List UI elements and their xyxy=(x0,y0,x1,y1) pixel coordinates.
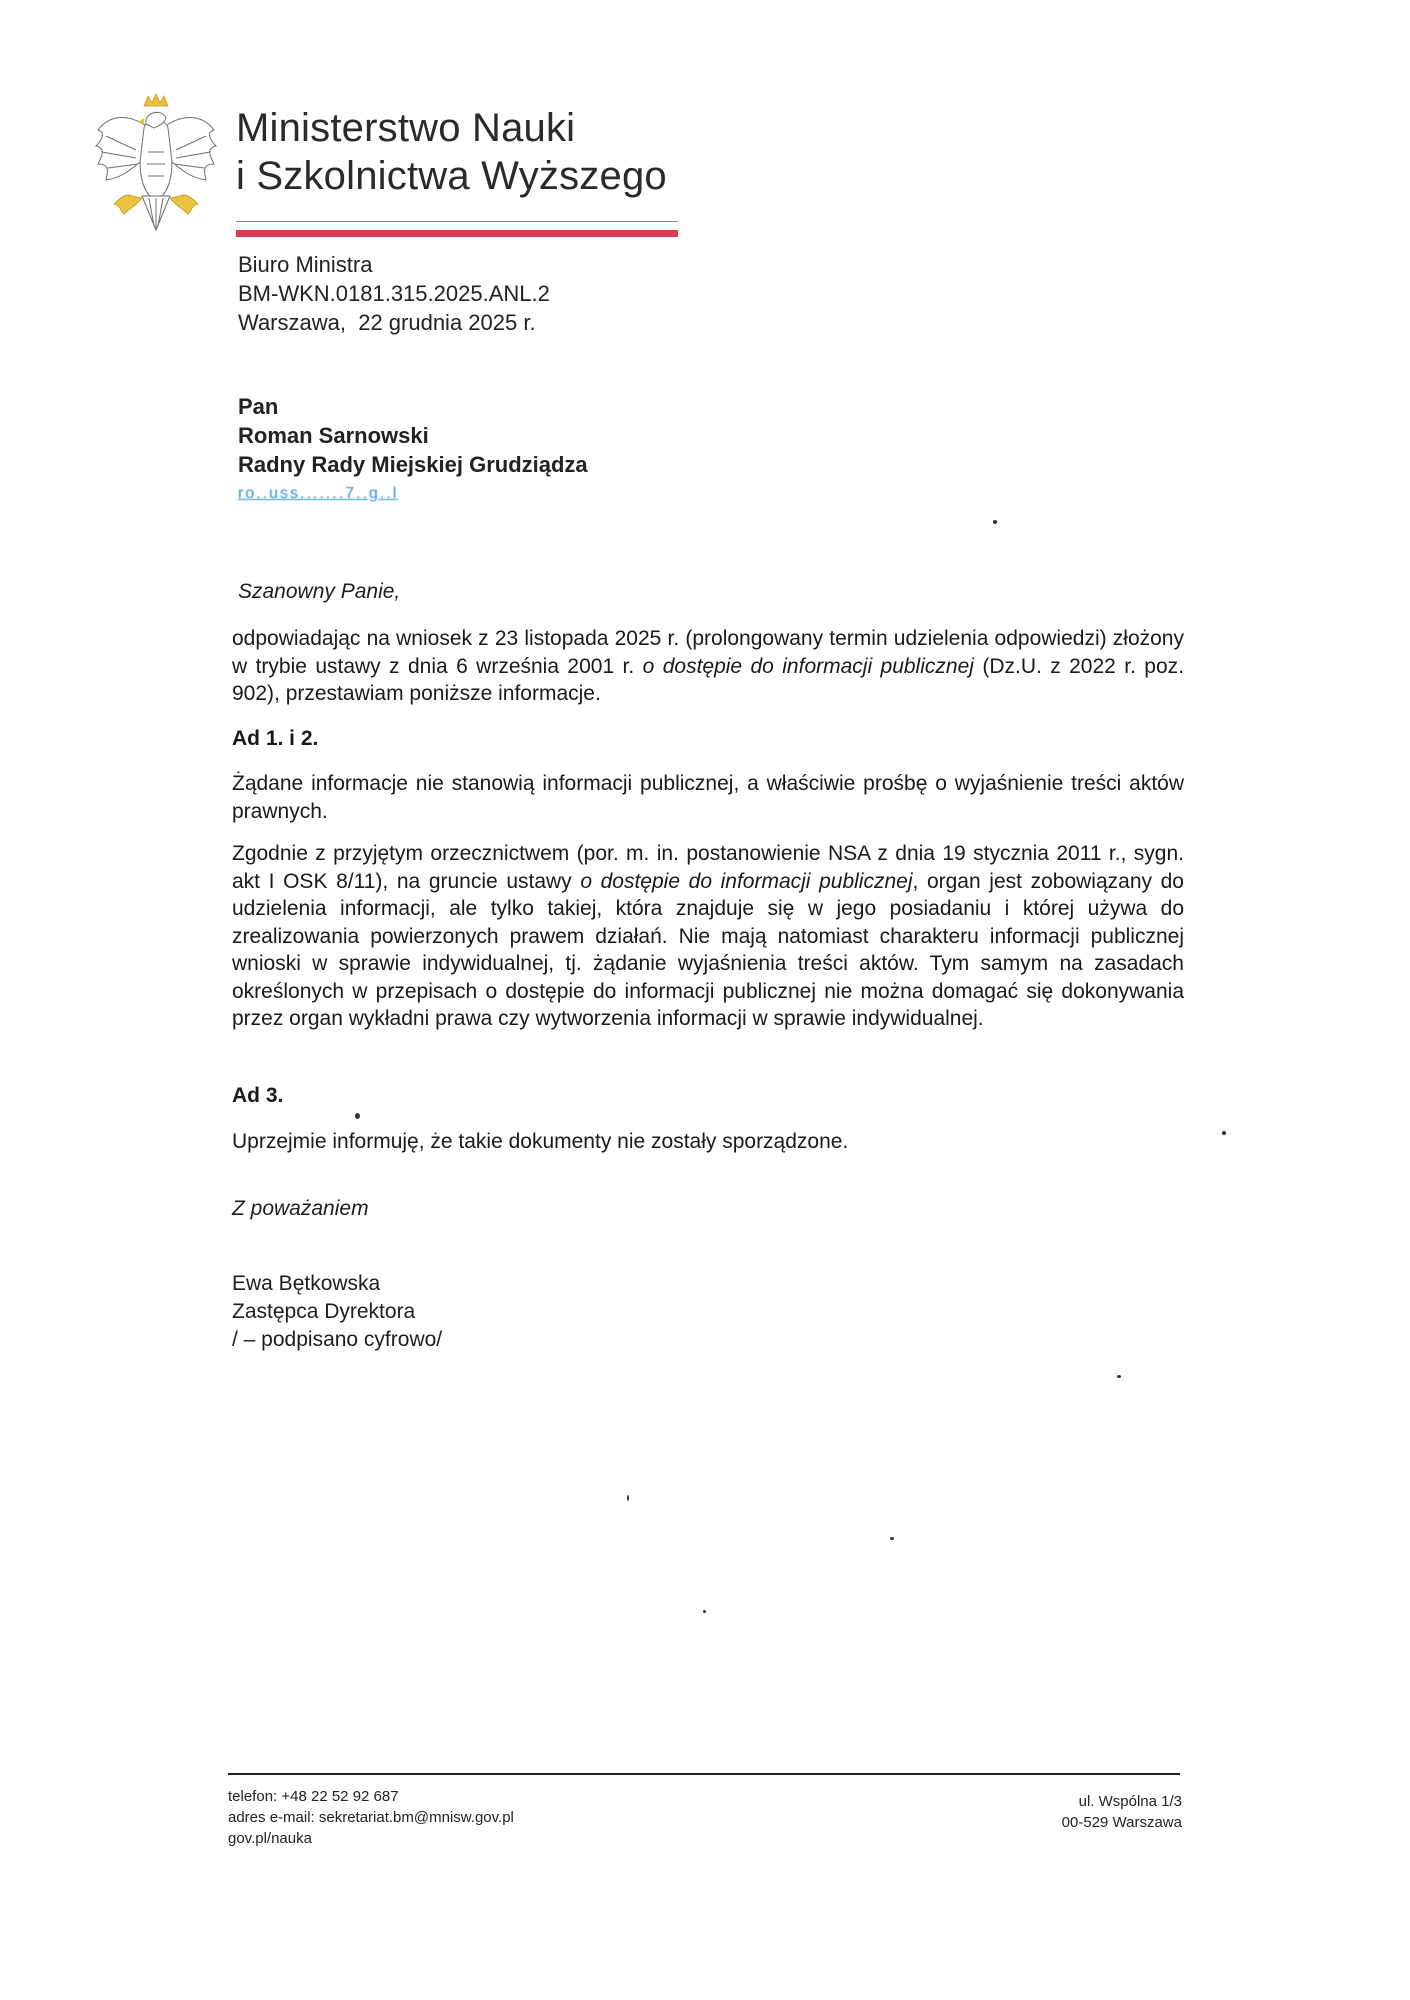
scan-speck xyxy=(1222,1131,1226,1135)
intro-text-end: (Dz.U. z 2022 r. poz. 902), przestawiam poniższe informacje. xyxy=(232,654,1185,705)
ministry-name xyxy=(236,104,667,200)
closing: Z poważaniem xyxy=(232,1197,369,1220)
intro-text: odpowiadając na wniosek z 23 listopada 2025 r. (prolongowany termin udzielenia odpowiedzi) złożony w trybie ustawy z dnia 6 września 2001 r. xyxy=(232,627,1184,678)
section-heading-ad-3: Ad 3. xyxy=(232,1084,284,1107)
recipient-title: Pan xyxy=(238,394,279,419)
section1-paragraph-2 xyxy=(232,840,1184,1033)
signature-note: / – podpisano cyfrowo/ xyxy=(232,1328,443,1351)
letter-meta xyxy=(238,250,550,337)
header-divider xyxy=(236,221,678,222)
act-title: o dostępie do informacji publicznej xyxy=(642,654,974,678)
footer-website[interactable]: gov.pl/nauka xyxy=(228,1830,312,1847)
scan-speck xyxy=(355,1113,360,1119)
scan-speck xyxy=(627,1495,629,1501)
footer-address xyxy=(1062,1791,1182,1833)
header-accent-bar xyxy=(236,230,678,237)
scan-speck xyxy=(890,1537,894,1540)
footer-email[interactable]: adres e-mail: sekretariat.bm@mnisw.gov.pl xyxy=(228,1809,514,1826)
scan-speck xyxy=(993,520,997,524)
footer-contact xyxy=(228,1786,514,1849)
section-heading-ad-1-2: Ad 1. i 2. xyxy=(232,727,319,750)
footer-address-line2: 00-529 Warszawa xyxy=(1061,1814,1182,1831)
intro-paragraph xyxy=(232,625,1184,708)
place-date: Warszawa, 22 grudnia 2025 r. xyxy=(238,310,536,335)
scan-speck xyxy=(1117,1375,1121,1378)
signature-block xyxy=(232,1270,442,1354)
section2-paragraph: Uprzejmie informuję, że takie dokumenty nie zostały sporządzone. xyxy=(232,1130,849,1153)
recipient-position: Radny Rady Miejskiej Grudziądza xyxy=(238,452,588,477)
signer-name: Ewa Bętkowska xyxy=(232,1272,381,1295)
section1-paragraph-1: Żądane informacje nie stanowią informacji publicznej, a właściwie prośbę o wyjaśnienie treści aktów prawnych. xyxy=(232,772,1184,823)
scan-speck xyxy=(703,1610,706,1613)
act-title: o dostępie do informacji publicznej xyxy=(580,869,913,893)
recipient-name: Roman Sarnowski xyxy=(238,423,429,448)
footer-divider xyxy=(228,1773,1180,1775)
salutation: Szanowny Panie, xyxy=(238,580,401,603)
reference-number: BM-WKN.0181.315.2025.ANL.2 xyxy=(238,281,550,306)
recipient-block xyxy=(238,392,588,508)
footer-address-line1: ul. Wspólna 1/3 xyxy=(1078,1793,1182,1810)
footer-phone: telefon: +48 22 52 92 687 xyxy=(228,1788,399,1805)
eagle-emblem-icon xyxy=(92,92,220,234)
recipient-email-redacted[interactable]: ro..uss.......7..g..l xyxy=(238,485,399,502)
ministry-name-line2: i Szkolnictwa Wyższego xyxy=(236,154,667,198)
office-name: Biuro Ministra xyxy=(238,252,373,277)
signer-title: Zastępca Dyrektora xyxy=(232,1300,416,1323)
paragraph-text-end: , organ jest zobowiązany do udzielenia informacji, ale tylko takiej, która znajduje się w jego posiadaniu i której używa do zrealizowania powierzonych prawem działań. Nie mają natomiast charakteru informacji publicznej wnioski w sprawie indywidualnej, tj. żądanie wyjaśnienia treści aktów. Tym samym na zasadach określonych w przepisach o dostępie do informacji publicznej nie można domagać się dokonywania przez organ wykładni prawa czy wytworzenia informacji w sprawie indywidualnej. xyxy=(232,869,1184,1030)
ministry-name-line1: Ministerstwo Nauki xyxy=(236,106,576,150)
paragraph-text: Zgodnie z przyjętym orzecznictwem (por. m. in. postanowienie NSA z dnia 19 stycznia 2011 r., sygn. akt I OSK 8/11), na gruncie ustawy xyxy=(232,842,1184,893)
